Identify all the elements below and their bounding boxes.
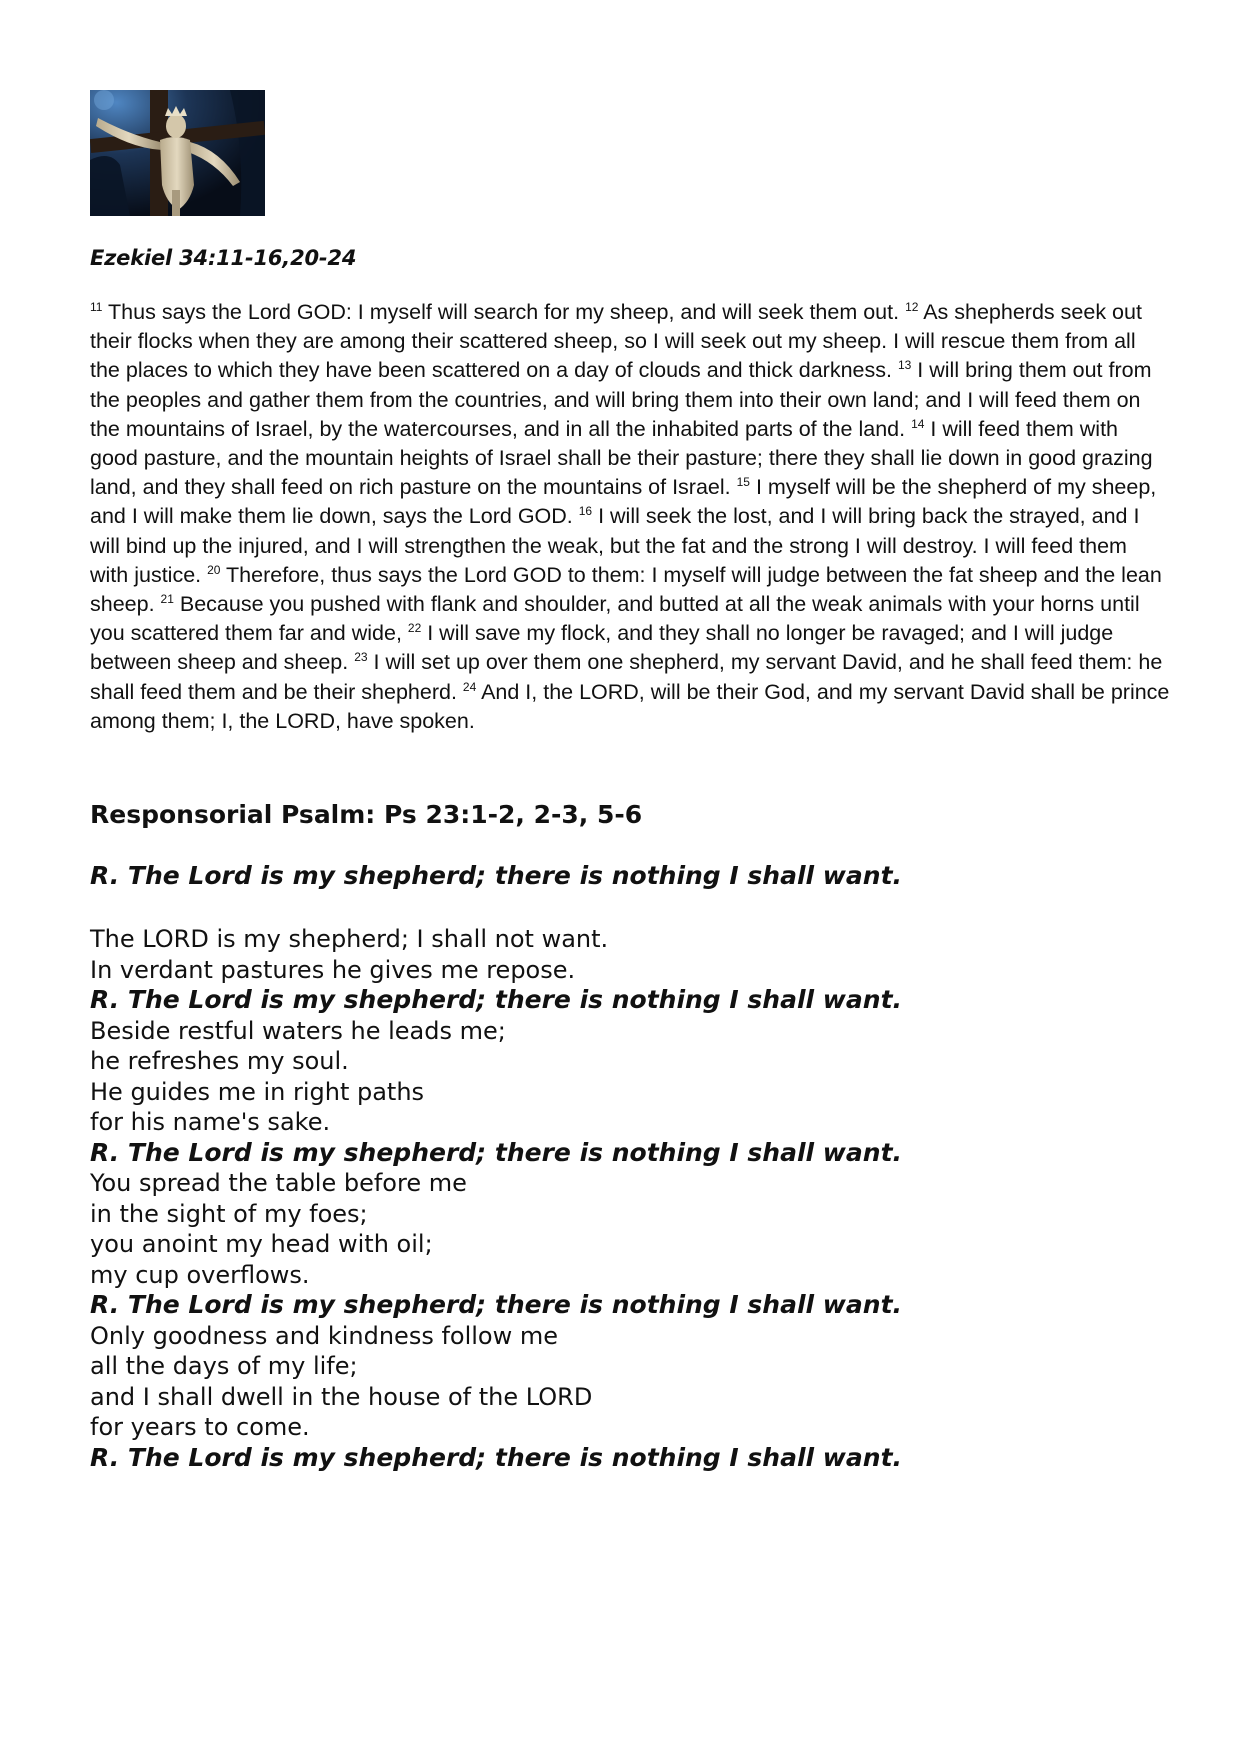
psalm-title: Responsorial Psalm: Ps 23:1-2, 2-3, 5-6 <box>90 800 643 830</box>
verse-number: 15 <box>736 475 750 490</box>
verse-text: I will set up over them one shepherd, my servant David, and he shall feed them: he shall feed them and be their shepherd. <box>90 650 1163 704</box>
psalm-response-line: R. The Lord is my shepherd; there is nothing I shall want. <box>90 1137 903 1167</box>
verse-number: 13 <box>897 358 912 373</box>
document-page <box>90 90 1170 1473</box>
verse-number: 12 <box>905 300 919 314</box>
psalm-verse-line: in the sight of my foes; <box>90 1199 368 1228</box>
verse-number: 22 <box>407 621 422 636</box>
psalm-verses <box>90 924 1165 1473</box>
verse-text: And I, the LORD, will be their God, and my servant David shall be prince among them; I, the LORD, have spoken. <box>90 679 1170 733</box>
psalm-verse-line: Only goodness and kindness follow me <box>90 1321 559 1350</box>
psalm-response-line: R. The Lord is my shepherd; there is nothing I shall want. <box>90 985 903 1015</box>
psalm-verse-line: you anoint my head with oil; <box>90 1230 433 1259</box>
psalm-verse-line: He guides me in right paths <box>90 1077 425 1106</box>
psalm-response-line: R. The Lord is my shepherd; there is nothing I shall want. <box>90 1442 903 1472</box>
verse-text: I will bring them out from the peoples and gather them from the countries, and will bring them into their own land; and I will feed them on the mountains of Israel, by the watercourses, and in all the inhabited parts of the land. <box>90 358 1152 441</box>
verse-number: 23 <box>354 650 368 665</box>
verse-text: Because you pushed with flank and shoulder, and butted at all the weak animals with your horns until you scattered them far and wide, <box>90 592 1140 646</box>
verse-text: I myself will be the shepherd of my sheep, and I will make them lie down, says the Lord GOD. <box>90 475 1157 529</box>
verse-number: 16 <box>578 504 593 519</box>
psalm-verse-line: for his name's sake. <box>90 1108 331 1137</box>
psalm-verse-line: and I shall dwell in the house of the LORD <box>90 1382 593 1411</box>
psalm-verse-line: The LORD is my shepherd; I shall not want. <box>90 925 609 954</box>
verse-text: I will save my flock, and they shall no longer be ravaged; and I will judge between sheep and sheep. <box>90 621 1114 675</box>
psalm-verse-line: Beside restful waters he leads me; <box>90 1016 506 1045</box>
verse-number: 20 <box>207 562 221 577</box>
psalm-verse-line: my cup overflows. <box>90 1260 310 1289</box>
reading-title: Ezekiel 34:11-16,20-24 <box>90 246 357 270</box>
psalm-verse-line: for years to come. <box>90 1413 310 1442</box>
verse-number: 14 <box>911 416 925 431</box>
verse-text: Therefore, thus says the Lord GOD to them: I myself will judge between the fat sheep and the lean sheep. <box>90 562 1162 617</box>
psalm-verse-line: all the days of my life; <box>90 1352 358 1381</box>
psalm-verse-line: In verdant pastures he gives me repose. <box>90 955 576 984</box>
reading-text <box>90 298 1170 736</box>
psalm-verse-line: You spread the table before me <box>90 1169 467 1198</box>
psalm-response: R. The Lord is my shepherd; there is nothing I shall want. <box>90 861 903 891</box>
verse-number: 24 <box>462 679 477 694</box>
psalm-response-line: R. The Lord is my shepherd; there is nothing I shall want. <box>90 1290 903 1320</box>
verse-text: I will feed them with good pasture, and the mountain heights of Israel shall be their pasture; there they shall lie down in good grazing land, and they shall feed on rich pasture on the mountains of Israel. <box>90 416 1153 500</box>
verse-text: Thus says the Lord GOD: I myself will search for my sheep, and will seek them out. <box>102 300 906 324</box>
verse-number: 21 <box>160 592 174 607</box>
verse-text: I will seek the lost, and I will bring back the strayed, and I will bind up the injured, and I will strengthen the weak, but the fat and the strong I will destroy. I will feed them with justice. <box>90 504 1140 587</box>
crucifix-photo <box>90 90 265 216</box>
verse-text: As shepherds seek out their flocks when they are among their scattered sheep, so I will seek out my sheep. I will rescue them from all the places to which they have been scattered on a day of clouds and thick darkness. <box>90 300 1142 383</box>
verse-number: 11 <box>90 300 103 314</box>
psalm-verse-line: he refreshes my soul. <box>90 1047 349 1076</box>
